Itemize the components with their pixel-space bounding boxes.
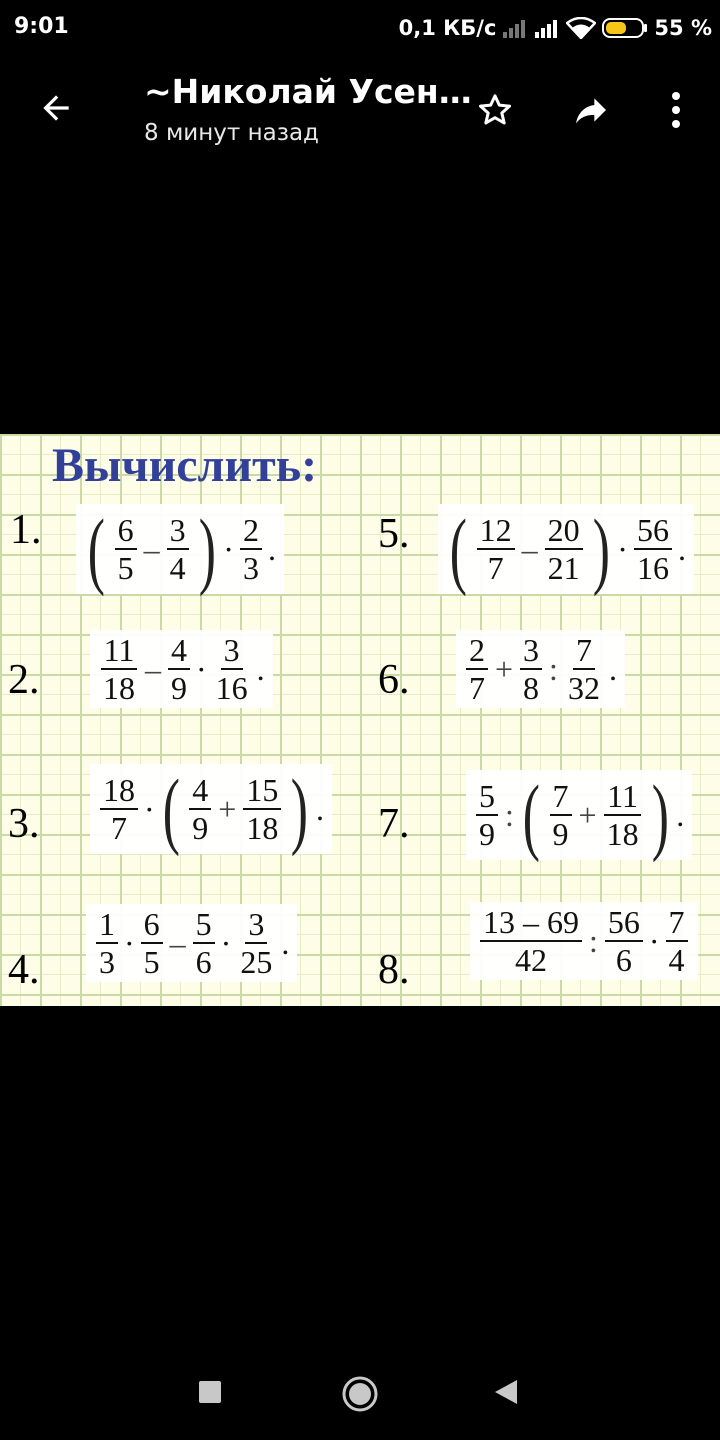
back-triangle-icon — [493, 1378, 519, 1406]
signal-icon — [502, 17, 528, 39]
open-paren: ( — [449, 501, 467, 597]
fraction: $\frac{7}{4}$ — [666, 904, 688, 978]
battery-icon — [602, 17, 648, 39]
problem-1-expression — [76, 501, 284, 597]
share-button[interactable] — [562, 82, 620, 138]
problem-number: 2. — [8, 657, 40, 703]
back-arrow-icon — [37, 89, 75, 127]
problem-number: 6. — [378, 657, 410, 703]
fraction: $\frac{3}{16}$ — [215, 632, 248, 706]
fraction: $\frac{11}{18}$ — [604, 778, 642, 852]
period: . — [256, 650, 265, 687]
problem-number: 3. — [8, 801, 40, 847]
share-icon — [570, 90, 612, 130]
status-bar — [0, 0, 720, 56]
open-paren: ( — [162, 761, 180, 857]
problem-number: 8. — [378, 947, 410, 993]
chat-title[interactable]: ~Николай Усен… — [144, 72, 472, 111]
wifi-icon — [566, 17, 596, 39]
chat-subtitle: 8 минут назад — [144, 120, 319, 146]
close-paren: ) — [592, 501, 610, 597]
problem-5-expression — [438, 501, 694, 597]
back-button[interactable] — [28, 80, 84, 136]
fraction: $\frac{5}{9}$ — [476, 778, 498, 852]
navigation-bar — [0, 1340, 720, 1440]
fraction: $\frac{15}{18}$ — [243, 772, 281, 846]
multiply-sign: · — [124, 924, 135, 961]
fraction: $\frac{7}{9}$ — [550, 778, 572, 852]
divide-sign: : — [589, 922, 598, 959]
math-problems-image[interactable] — [0, 434, 720, 1006]
plus-sign: + — [578, 796, 597, 833]
recents-button[interactable] — [180, 1362, 240, 1422]
fraction: $\frac{3}{25}$ — [240, 906, 273, 980]
fraction: $\frac{20}{21}$ — [545, 512, 583, 586]
fraction: $\frac{6}{5}$ — [115, 512, 137, 586]
fraction: $\frac{18}{7}$ — [100, 772, 138, 846]
fraction: $\frac{3}{8}$ — [520, 632, 542, 706]
minus-sign: – — [521, 530, 538, 567]
multiply-sign: · — [220, 924, 232, 961]
status-indicators — [399, 14, 712, 42]
problem-number: 1. — [10, 507, 42, 553]
period: . — [676, 796, 685, 833]
fraction: $\frac{5}{6}$ — [193, 906, 215, 980]
divide-sign: : — [549, 650, 558, 687]
more-options-button[interactable] — [654, 82, 698, 138]
signal-icon — [534, 17, 560, 39]
period: . — [281, 924, 290, 961]
clock: 9:01 — [14, 14, 69, 39]
fraction: $\frac{13 - 69}{42}$ — [480, 904, 582, 978]
fraction: $\frac{4}{9}$ — [168, 632, 190, 706]
minus-sign: – — [169, 924, 186, 961]
problem-number: 4. — [8, 947, 40, 993]
minus-sign: – — [145, 650, 161, 687]
period: . — [608, 650, 617, 687]
battery-percent: 55 % — [654, 16, 712, 40]
multiply-sign: · — [196, 650, 207, 687]
problem-3-expression — [90, 761, 332, 857]
open-paren: ( — [522, 767, 540, 863]
open-paren: ( — [87, 501, 105, 597]
period: . — [315, 790, 324, 827]
problem-number: 7. — [378, 801, 410, 847]
multiply-sign: · — [223, 530, 234, 567]
back-nav-button[interactable] — [476, 1362, 536, 1422]
plus-sign: + — [495, 650, 514, 687]
fraction: $\frac{6}{5}$ — [141, 906, 163, 980]
star-icon — [475, 90, 515, 130]
problem-number: 5. — [378, 511, 410, 557]
problem-4-expression — [86, 904, 297, 982]
problem-8-expression — [470, 902, 698, 980]
recents-square-icon — [198, 1380, 222, 1404]
fraction: $\frac{56}{16}$ — [634, 512, 672, 586]
multiply-sign: · — [144, 790, 155, 827]
fraction: $\frac{7}{32}$ — [567, 632, 600, 706]
network-speed: 0,1 КБ/с — [398, 16, 497, 40]
star-button[interactable] — [466, 82, 524, 138]
close-paren: ) — [198, 501, 216, 597]
home-button[interactable] — [328, 1362, 392, 1426]
fraction: $\frac{3}{4}$ — [167, 512, 189, 586]
problem-2-expression — [90, 630, 273, 708]
plus-sign: + — [218, 790, 237, 827]
image-heading: Вычислить: — [52, 439, 318, 492]
fraction: $\frac{11}{18}$ — [100, 632, 138, 706]
divide-sign: : — [505, 796, 514, 833]
fraction: $\frac{56}{6}$ — [605, 904, 643, 978]
fraction: $\frac{4}{9}$ — [189, 772, 211, 846]
home-circle-icon — [341, 1375, 379, 1413]
multiply-sign: · — [617, 530, 628, 567]
minus-sign: – — [143, 530, 160, 567]
multiply-sign: · — [648, 922, 660, 959]
fraction: $\frac{2}{3}$ — [240, 512, 262, 586]
problem-7-expression — [466, 767, 692, 863]
more-vert-icon — [670, 90, 682, 130]
close-paren: ) — [651, 767, 669, 863]
period: . — [267, 530, 276, 567]
close-paren: ) — [291, 761, 309, 857]
fraction: $\frac{2}{7}$ — [466, 632, 488, 706]
period: . — [677, 530, 686, 567]
problem-6-expression — [456, 630, 625, 708]
fraction: $\frac{12}{7}$ — [477, 512, 515, 586]
fraction: $\frac{1}{3}$ — [96, 906, 118, 980]
